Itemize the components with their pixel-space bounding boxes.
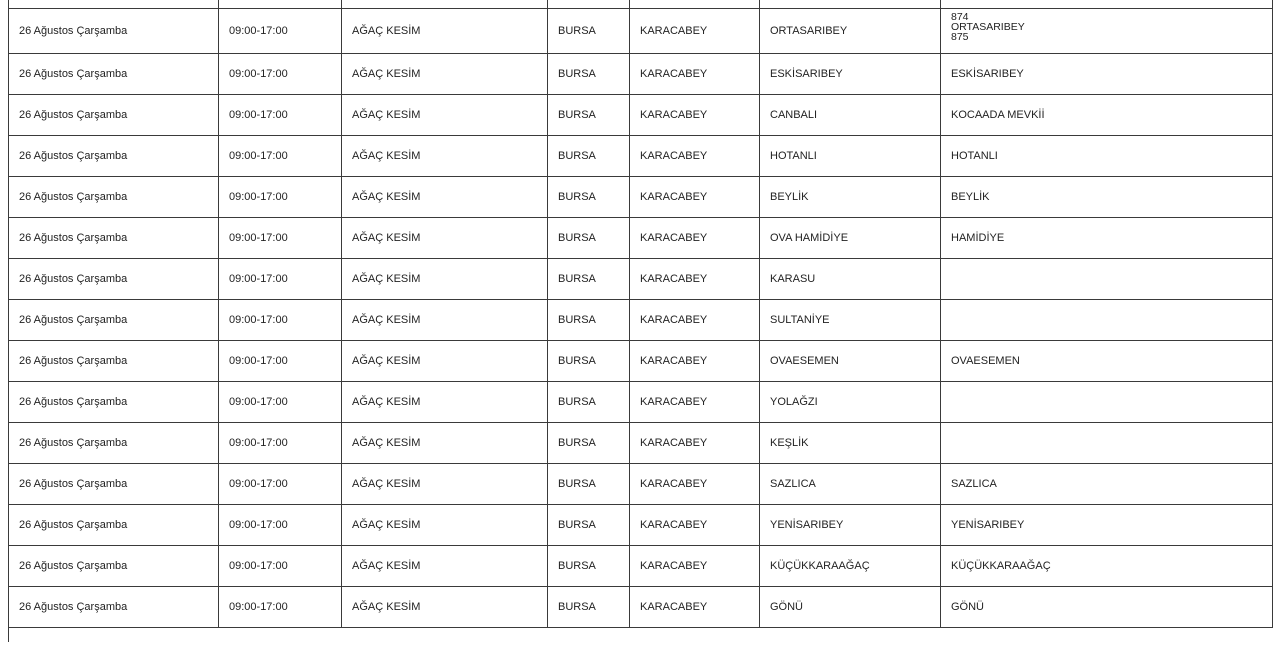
edge-cell xyxy=(760,0,941,9)
time-cell: 09:00-17:00 xyxy=(219,218,342,259)
city-cell: BURSA xyxy=(548,54,630,95)
neighborhood-cell: CANBALI xyxy=(760,95,941,136)
district-cell: KARACABEY xyxy=(630,382,760,423)
table-body xyxy=(9,0,1273,642)
work-type-cell: AĞAÇ KESİM xyxy=(342,423,548,464)
city-cell: BURSA xyxy=(548,382,630,423)
street-line: OVAESEMEN xyxy=(951,355,1020,367)
table-row xyxy=(9,546,1273,587)
neighborhood-cell: KÜÇÜKKARAAĞAÇ xyxy=(760,546,941,587)
date-cell: 26 Ağustos Çarşamba xyxy=(9,505,219,546)
work-type-cell: AĞAÇ KESİM xyxy=(342,505,548,546)
table-row xyxy=(9,341,1273,382)
street-line: 875 xyxy=(951,31,969,43)
time-cell: 09:00-17:00 xyxy=(219,9,342,54)
work-type-cell: AĞAÇ KESİM xyxy=(342,300,548,341)
city-cell: BURSA xyxy=(548,423,630,464)
work-type-cell: AĞAÇ KESİM xyxy=(342,54,548,95)
neighborhood-cell: ESKİSARIBEY xyxy=(760,54,941,95)
street-line: KÜÇÜKKARAAĞAÇ xyxy=(951,560,1051,572)
street-line: GÖNÜ xyxy=(951,601,984,613)
table-row xyxy=(9,505,1273,546)
table-row xyxy=(9,587,1273,628)
time-cell: 09:00-17:00 xyxy=(219,546,342,587)
street-line: HAMİDİYE xyxy=(951,232,1005,244)
district-cell: KARACABEY xyxy=(630,136,760,177)
time-cell: 09:00-17:00 xyxy=(219,95,342,136)
city-cell: BURSA xyxy=(548,341,630,382)
time-cell: 09:00-17:00 xyxy=(219,177,342,218)
street-line: KOCAADA MEVKİİ xyxy=(951,109,1045,121)
work-type-cell: AĞAÇ KESİM xyxy=(342,464,548,505)
table-row xyxy=(9,95,1273,136)
table-row xyxy=(9,54,1273,95)
edge-cell xyxy=(630,0,760,9)
edge-cell xyxy=(941,0,1273,9)
neighborhood-cell: OVAESEMEN xyxy=(760,341,941,382)
district-cell: KARACABEY xyxy=(630,423,760,464)
work-type-cell: AĞAÇ KESİM xyxy=(342,95,548,136)
neighborhood-cell: HOTANLI xyxy=(760,136,941,177)
street-line: YENİSARIBEY xyxy=(951,519,1025,531)
district-cell: KARACABEY xyxy=(630,177,760,218)
date-cell: 26 Ağustos Çarşamba xyxy=(9,95,219,136)
table-row xyxy=(9,423,1273,464)
date-cell: 26 Ağustos Çarşamba xyxy=(9,300,219,341)
work-type-cell: AĞAÇ KESİM xyxy=(342,587,548,628)
district-cell: KARACABEY xyxy=(630,54,760,95)
edge-cell xyxy=(9,628,1273,643)
district-cell: KARACABEY xyxy=(630,587,760,628)
date-cell: 26 Ağustos Çarşamba xyxy=(9,54,219,95)
date-cell: 26 Ağustos Çarşamba xyxy=(9,177,219,218)
city-cell: BURSA xyxy=(548,546,630,587)
street-cell xyxy=(941,300,1273,341)
time-cell: 09:00-17:00 xyxy=(219,505,342,546)
city-cell: BURSA xyxy=(548,464,630,505)
street-cell xyxy=(941,382,1273,423)
district-cell: KARACABEY xyxy=(630,505,760,546)
street-cell xyxy=(941,423,1273,464)
date-cell: 26 Ağustos Çarşamba xyxy=(9,382,219,423)
table-row xyxy=(9,218,1273,259)
neighborhood-cell: YOLAĞZI xyxy=(760,382,941,423)
neighborhood-cell: SULTANİYE xyxy=(760,300,941,341)
city-cell: BURSA xyxy=(548,95,630,136)
date-cell: 26 Ağustos Çarşamba xyxy=(9,423,219,464)
city-cell: BURSA xyxy=(548,587,630,628)
district-cell: KARACABEY xyxy=(630,300,760,341)
street-line: ORTASARIBEY xyxy=(951,21,1025,33)
table-row xyxy=(9,382,1273,423)
city-cell: BURSA xyxy=(548,177,630,218)
street-cell xyxy=(941,505,1273,546)
neighborhood-cell: BEYLİK xyxy=(760,177,941,218)
street-line: HOTANLI xyxy=(951,150,998,162)
table-row xyxy=(9,300,1273,341)
street-line: 874 xyxy=(951,11,969,23)
district-cell: KARACABEY xyxy=(630,95,760,136)
edge-cell xyxy=(9,0,219,9)
district-cell: KARACABEY xyxy=(630,341,760,382)
table-row xyxy=(9,177,1273,218)
work-type-cell: AĞAÇ KESİM xyxy=(342,341,548,382)
date-cell: 26 Ağustos Çarşamba xyxy=(9,341,219,382)
table-row xyxy=(9,9,1273,54)
table-row xyxy=(9,464,1273,505)
work-type-cell: AĞAÇ KESİM xyxy=(342,9,548,54)
date-cell: 26 Ağustos Çarşamba xyxy=(9,259,219,300)
district-cell: KARACABEY xyxy=(630,546,760,587)
work-type-cell: AĞAÇ KESİM xyxy=(342,259,548,300)
neighborhood-cell: KEŞLİK xyxy=(760,423,941,464)
work-type-cell: AĞAÇ KESİM xyxy=(342,136,548,177)
neighborhood-cell: YENİSARIBEY xyxy=(760,505,941,546)
street-line: ESKİSARIBEY xyxy=(951,68,1024,80)
work-type-cell: AĞAÇ KESİM xyxy=(342,546,548,587)
neighborhood-cell: SAZLICA xyxy=(760,464,941,505)
date-cell: 26 Ağustos Çarşamba xyxy=(9,546,219,587)
time-cell: 09:00-17:00 xyxy=(219,54,342,95)
edge-cell xyxy=(219,0,342,9)
table-row xyxy=(9,259,1273,300)
neighborhood-cell: OVA HAMİDİYE xyxy=(760,218,941,259)
street-cell xyxy=(941,587,1273,628)
district-cell: KARACABEY xyxy=(630,464,760,505)
street-cell xyxy=(941,9,1273,54)
work-type-cell: AĞAÇ KESİM xyxy=(342,382,548,423)
date-cell: 26 Ağustos Çarşamba xyxy=(9,136,219,177)
table-top-edge xyxy=(9,0,1273,9)
city-cell: BURSA xyxy=(548,505,630,546)
street-cell xyxy=(941,54,1273,95)
street-line: SAZLICA xyxy=(951,478,997,490)
date-cell: 26 Ağustos Çarşamba xyxy=(9,587,219,628)
outage-schedule-table xyxy=(8,0,1273,642)
street-cell xyxy=(941,218,1273,259)
street-line: BEYLİK xyxy=(951,191,990,203)
neighborhood-cell: KARASU xyxy=(760,259,941,300)
time-cell: 09:00-17:00 xyxy=(219,136,342,177)
city-cell: BURSA xyxy=(548,136,630,177)
time-cell: 09:00-17:00 xyxy=(219,341,342,382)
work-type-cell: AĞAÇ KESİM xyxy=(342,218,548,259)
table-bottom-edge xyxy=(9,628,1273,643)
street-cell xyxy=(941,546,1273,587)
work-type-cell: AĞAÇ KESİM xyxy=(342,177,548,218)
neighborhood-cell: GÖNÜ xyxy=(760,587,941,628)
district-cell: KARACABEY xyxy=(630,218,760,259)
date-cell: 26 Ağustos Çarşamba xyxy=(9,9,219,54)
district-cell: KARACABEY xyxy=(630,259,760,300)
date-cell: 26 Ağustos Çarşamba xyxy=(9,464,219,505)
street-cell xyxy=(941,341,1273,382)
street-cell xyxy=(941,136,1273,177)
time-cell: 09:00-17:00 xyxy=(219,587,342,628)
city-cell: BURSA xyxy=(548,9,630,54)
time-cell: 09:00-17:00 xyxy=(219,464,342,505)
edge-cell xyxy=(548,0,630,9)
table-row xyxy=(9,136,1273,177)
city-cell: BURSA xyxy=(548,300,630,341)
time-cell: 09:00-17:00 xyxy=(219,259,342,300)
neighborhood-cell: ORTASARIBEY xyxy=(760,9,941,54)
district-cell: KARACABEY xyxy=(630,9,760,54)
street-cell xyxy=(941,259,1273,300)
street-cell xyxy=(941,464,1273,505)
city-cell: BURSA xyxy=(548,218,630,259)
time-cell: 09:00-17:00 xyxy=(219,382,342,423)
time-cell: 09:00-17:00 xyxy=(219,423,342,464)
edge-cell xyxy=(342,0,548,9)
date-cell: 26 Ağustos Çarşamba xyxy=(9,218,219,259)
street-cell xyxy=(941,95,1273,136)
street-cell xyxy=(941,177,1273,218)
time-cell: 09:00-17:00 xyxy=(219,300,342,341)
city-cell: BURSA xyxy=(548,259,630,300)
